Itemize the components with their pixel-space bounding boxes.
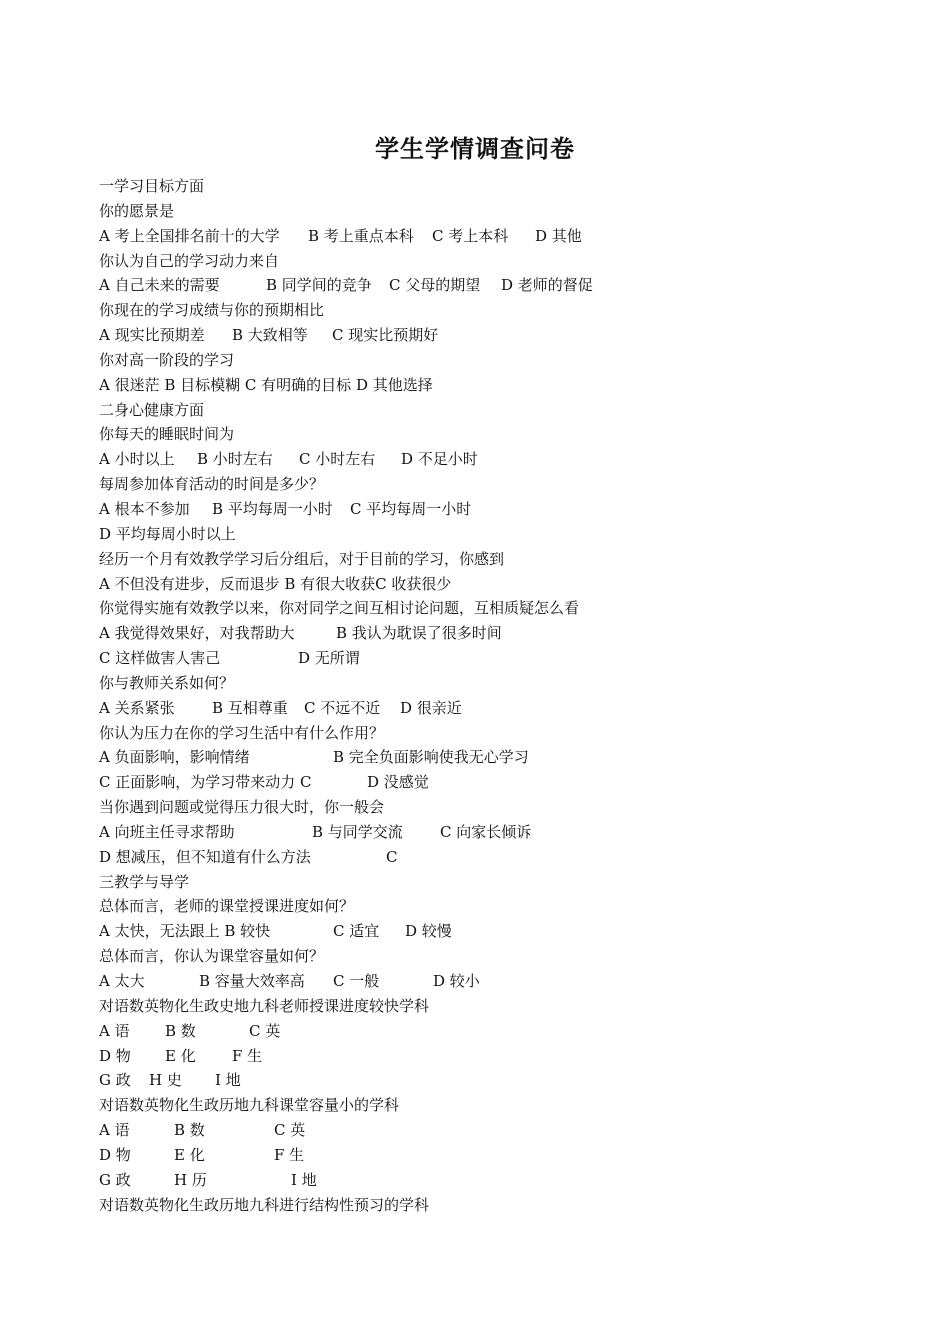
text-line: [99, 1143, 859, 1168]
option-text: A 现实比预期差: [99, 326, 205, 345]
questionnaire-body: [99, 174, 859, 1217]
line-text: 你每天的睡眠时间为: [99, 425, 235, 444]
option-text: C 一般: [333, 972, 380, 990]
option-text: C 平均每周一小时: [350, 499, 472, 518]
text-line: [99, 398, 859, 423]
text-line: [99, 249, 859, 274]
option-text: D 没感觉: [367, 773, 429, 792]
text-line: [99, 944, 859, 969]
option-text: C: [386, 847, 398, 866]
option-text: B 同学间的竞争: [266, 276, 372, 295]
text-line: [99, 1118, 859, 1143]
text-line: [99, 1093, 859, 1118]
option-text: C 英: [249, 1021, 281, 1040]
text-line: [99, 596, 859, 621]
line-text: A 很迷茫 B 目标模糊 C 有明确的目标 D 其他选择: [99, 375, 433, 394]
option-text: D 物: [99, 1046, 131, 1065]
text-line: [99, 547, 859, 572]
line-text: 你认为压力在你的学习生活中有什么作用？: [99, 723, 385, 742]
line-text: 经历一个月有效教学学习后分组后，对于目前的学习，你感到: [99, 549, 505, 568]
text-line: [99, 646, 859, 671]
text-line: [99, 795, 859, 820]
text-line: [99, 994, 859, 1019]
line-text: 二身心健康方面: [99, 400, 205, 419]
text-line: [99, 919, 859, 944]
text-line: [99, 224, 859, 249]
text-line: [99, 273, 859, 298]
text-line: [99, 770, 859, 795]
line-text: 你的愿景是: [99, 201, 175, 220]
line-text: 你对高一阶段的学习: [99, 350, 235, 369]
option-text: G 政: [99, 1071, 131, 1090]
option-text: B 容量大效率高: [199, 972, 305, 990]
option-text: D 其他: [535, 226, 582, 245]
line-text: A 不但没有进步，反而退步 B 有很大收获C 收获很少: [99, 574, 452, 593]
line-text: 当你遇到问题或觉得压力很大时，你一般会: [99, 798, 385, 817]
line-text: 三教学与导学: [99, 872, 190, 891]
line-text: D 平均每周小时以上: [99, 524, 236, 543]
text-line: [99, 1019, 859, 1044]
text-line: [99, 199, 859, 224]
text-line: [99, 422, 859, 447]
option-text: B 小时左右: [197, 450, 273, 469]
option-text: D 较小: [433, 972, 480, 990]
option-text: D 想减压，但不知道有什么方法: [99, 847, 311, 866]
option-text: C 正面影响，为学习带来动力 C: [99, 773, 312, 792]
page-title: 学生学情调查问卷: [375, 134, 575, 163]
text-line: [99, 1044, 859, 1069]
option-text: C 适宜: [333, 922, 380, 941]
option-text: I 地: [215, 1071, 241, 1090]
text-line: [99, 1068, 859, 1093]
text-line: [99, 323, 859, 348]
option-text: C 不远不近: [304, 698, 381, 717]
text-line: [99, 1168, 859, 1193]
text-line: [99, 1193, 859, 1218]
option-text: B 与同学交流: [312, 822, 403, 841]
option-text: A 负面影响，影响情绪: [99, 748, 250, 767]
option-text: B 考上重点本科: [308, 226, 414, 245]
line-text: 总体而言，老师的课堂授课进度如何？: [99, 897, 355, 916]
option-text: C 考上本科: [432, 226, 509, 245]
option-text: C 向家长倾诉: [440, 822, 532, 841]
option-text: A 太快，无法跟上 B 较快: [99, 922, 271, 941]
option-text: H 历: [174, 1170, 207, 1189]
option-text: A 小时以上: [99, 450, 175, 469]
text-line: [99, 969, 859, 994]
option-text: A 语: [99, 1121, 130, 1140]
option-text: B 互相尊重: [212, 698, 288, 717]
text-line: [99, 820, 859, 845]
option-text: A 根本不参加: [99, 499, 190, 518]
option-text: D 不足小时: [401, 450, 478, 469]
text-line: [99, 671, 859, 696]
text-line: [99, 745, 859, 770]
line-text: 每周参加体育活动的时间是多少？: [99, 475, 325, 494]
option-text: C 英: [274, 1121, 306, 1140]
option-text: A 向班主任寻求帮助: [99, 822, 235, 841]
option-text: B 完全负面影响使我无心学习: [333, 748, 529, 767]
option-text: C 这样做害人害己: [99, 649, 221, 668]
option-text: A 语: [99, 1021, 130, 1040]
text-line: [99, 870, 859, 895]
text-line: [99, 721, 859, 746]
text-line: [99, 174, 859, 199]
option-text: H 史: [149, 1071, 182, 1090]
line-text: 你与教师关系如何？: [99, 673, 235, 692]
option-text: D 很亲近: [400, 698, 462, 717]
option-text: A 太大: [99, 972, 145, 990]
line-text: 你现在的学习成绩与你的预期相比: [99, 301, 325, 320]
text-line: [99, 348, 859, 373]
option-text: F 生: [232, 1046, 263, 1065]
option-text: A 我觉得效果好，对我帮助大: [99, 624, 295, 643]
text-line: [99, 298, 859, 323]
option-text: A 自己未来的需要: [99, 276, 220, 295]
option-text: B 数: [165, 1021, 196, 1040]
text-line: [99, 497, 859, 522]
line-text: 对语数英物化生政历地九科课堂容量小的学科: [99, 1096, 400, 1115]
option-text: B 大致相等: [232, 326, 308, 345]
text-line: [99, 472, 859, 497]
line-text: 对语数英物化生政历地九科进行结构性预习的学科: [99, 1195, 430, 1214]
line-text: 总体而言，你认为课堂容量如何？: [99, 947, 325, 966]
option-text: D 物: [99, 1145, 131, 1164]
option-text: B 数: [174, 1121, 205, 1140]
option-text: C 父母的期望: [389, 276, 481, 295]
text-line: [99, 894, 859, 919]
option-text: D 老师的督促: [501, 276, 593, 295]
option-text: B 我认为耽误了很多时间: [336, 624, 502, 643]
text-line: [99, 621, 859, 646]
option-text: A 关系紧张: [99, 698, 175, 717]
line-text: 一学习目标方面: [99, 177, 205, 195]
text-line: [99, 845, 859, 870]
option-text: I 地: [291, 1170, 317, 1189]
line-text: 对语数英物化生政史地九科老师授课进度较快学科: [99, 996, 430, 1015]
option-text: C 现实比预期好: [332, 326, 439, 345]
line-text: 你觉得实施有效教学以来，你对同学之间互相讨论问题，互相质疑怎么看: [99, 599, 580, 618]
option-text: F 生: [274, 1145, 305, 1164]
text-line: [99, 696, 859, 721]
option-text: B 平均每周一小时: [212, 499, 333, 518]
option-text: A 考上全国排名前十的大学: [99, 226, 280, 245]
line-text: 你认为自己的学习动力来自: [99, 251, 280, 270]
text-line: [99, 522, 859, 547]
option-text: C 小时左右: [299, 450, 376, 469]
text-line: [99, 373, 859, 398]
option-text: G 政: [99, 1170, 131, 1189]
text-line: [99, 447, 859, 472]
option-text: D 较慢: [405, 922, 452, 941]
option-text: D 无所谓: [298, 649, 360, 668]
text-line: [99, 572, 859, 597]
option-text: E 化: [165, 1046, 196, 1065]
option-text: E 化: [174, 1145, 205, 1164]
